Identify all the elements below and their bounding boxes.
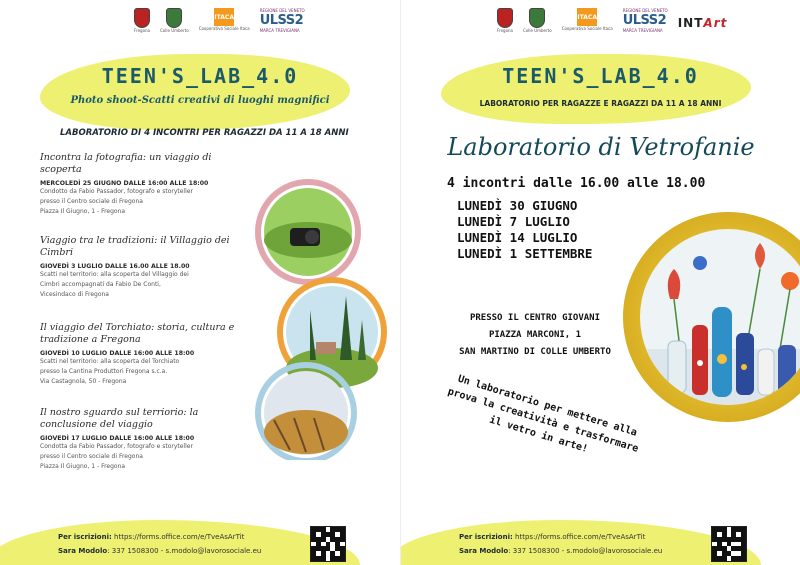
venue: [435, 310, 635, 361]
subtitle: LABORATORIO PER RAGAZZE E RAGAZZI DA 11 A 18 ANNI: [479, 99, 722, 108]
event-desc-line: presso il Centro sociale di Fregona: [40, 198, 143, 205]
date-item: LUNEDÌ 14 LUGLIO: [457, 230, 578, 245]
contact-name: Sara Modolo: [459, 547, 509, 555]
contact-name: Sara Modolo: [58, 547, 108, 555]
event-date: MERCOLEDÌ 25 GIUGNO DALLE 16:00 ALLE 18:00: [40, 180, 209, 187]
date-item: LUNEDÌ 1 SETTEMBRE: [457, 246, 593, 261]
subtitle: Photo shoot-Scatti creativi di luoghi magnifici: [70, 95, 330, 106]
tagline: Un laboratorio per mettere alla prova la creatività e trasformare il vetro in arte!: [446, 373, 640, 456]
colle-umberto-crest: Colle Umberto: [523, 8, 552, 33]
event-list: [40, 152, 245, 479]
fregona-crest: Fregona: [497, 8, 513, 33]
page-title: TEEN'S_LAB_4.0: [502, 64, 699, 88]
itaca-logo: ITACA Cooperativa Sociale Itaca: [199, 8, 250, 31]
schedule-text: 4 incontri dalle 16.00 alle 18.00: [447, 176, 706, 191]
event-desc-line: presso il Centro sociale di Fregona: [40, 453, 143, 460]
event-date: GIOVEDÌ 3 LUGLIO DALLE 16.00 ALLE 18.00: [40, 263, 190, 270]
event-item: [40, 407, 245, 472]
event-desc-line: Condotta da Fabio Passador, fotografo e storyteller: [40, 443, 193, 450]
register-link[interactable]: https://forms.office.com/e/TveAsArTit: [114, 533, 245, 541]
event-desc-line: Piazza Il Giugno, 1 - Fregona: [40, 463, 126, 470]
footer: [0, 520, 400, 565]
workshop-heading: Laboratorio di Vetrofanie: [447, 133, 755, 161]
event-item: [40, 322, 245, 400]
ulss2-logo: REGIONE DEL VENETO ULSS2 MARCA TREVIGIANA: [622, 8, 668, 33]
colle-umberto-crest: Colle Umberto: [160, 8, 189, 33]
event-title: Incontra la fotografia: un viaggio di scoperta: [40, 152, 212, 175]
event-desc-line: Vicesindaco di Fregona: [40, 291, 109, 298]
venue-line: PRESSO IL CENTRO GIOVANI: [469, 313, 601, 323]
event-title: Viaggio tra le tradizioni: il Villaggio dei Cimbri: [40, 235, 230, 258]
photo-collage: [250, 170, 400, 460]
ulss2-logo: REGIONE DEL VENETO ULSS2 MARCA TREVIGIANA: [259, 8, 305, 33]
poster-vetrofanie: [400, 0, 800, 565]
footer-text: [459, 530, 662, 558]
event-desc-line: Cimbri accompagnati da Fabio De Conti,: [40, 281, 161, 288]
event-desc-line: Piazza Il Giugno, 1 - Fregona: [40, 208, 126, 215]
register-label: Per iscrizioni:: [58, 533, 112, 541]
itaca-logo: ITACA Cooperativa Sociale Itaca: [562, 8, 613, 31]
contact-info: : 337 1508300 - s.modolo@lavorosociale.eu: [508, 547, 663, 555]
event-desc-line: presso la Cantina Produttori Fregona s.c.a.: [40, 368, 168, 375]
fregona-crest: Fregona: [134, 8, 150, 33]
qr-code[interactable]: [310, 526, 346, 562]
intart-logo: INTArt: [677, 16, 728, 30]
event-desc-line: Via Castagnola, 50 - Fregona: [40, 378, 127, 385]
event-desc-line: Scatti nel territorio: alla scoperta del Villaggio dei: [40, 271, 189, 278]
event-date: GIOVEDÌ 10 LUGLIO DALLE 16:00 ALLE 18:00: [40, 350, 195, 357]
event-desc-line: Scatti nel territorio: alla scoperta del Torchiato: [40, 358, 180, 365]
event-item: [40, 152, 245, 228]
date-list: [457, 198, 592, 262]
lead-text: LABORATORIO DI 4 INCONTRI PER RAGAZZI DA 11 A 18 ANNI: [60, 128, 349, 138]
event-desc-line: Condotto da Fabio Passador, fotografo e storyteller: [40, 188, 193, 195]
page-title: TEEN'S_LAB_4.0: [101, 64, 299, 88]
sponsor-logos: [497, 8, 727, 33]
register-link[interactable]: https://forms.office.com/e/TveAsArTit: [515, 533, 646, 541]
event-date: GIOVEDÌ 17 LUGLIO DALLE 16:00 ALLE 18:00: [40, 435, 195, 442]
venue-line: SAN MARTINO DI COLLE UMBERTO: [459, 347, 611, 357]
footer: [401, 520, 800, 565]
event-title: Il viaggio del Torchiato: storia, cultura e tradizione a Fregona: [40, 322, 235, 345]
qr-code[interactable]: [711, 526, 747, 562]
date-item: LUNEDÌ 7 LUGLIO: [457, 214, 570, 229]
register-label: Per iscrizioni:: [459, 533, 513, 541]
sponsor-logos: [134, 8, 305, 33]
event-item: [40, 235, 245, 315]
event-title: Il nostro sguardo sul terriorio: la conclusione del viaggio: [40, 407, 199, 430]
footer-text: [58, 530, 261, 558]
date-item: LUNEDÌ 30 GIUGNO: [457, 198, 578, 213]
contact-info: : 337 1508300 - s.modolo@lavorosociale.eu: [107, 547, 262, 555]
venue-line: PIAZZA MARCONI, 1: [488, 330, 582, 340]
